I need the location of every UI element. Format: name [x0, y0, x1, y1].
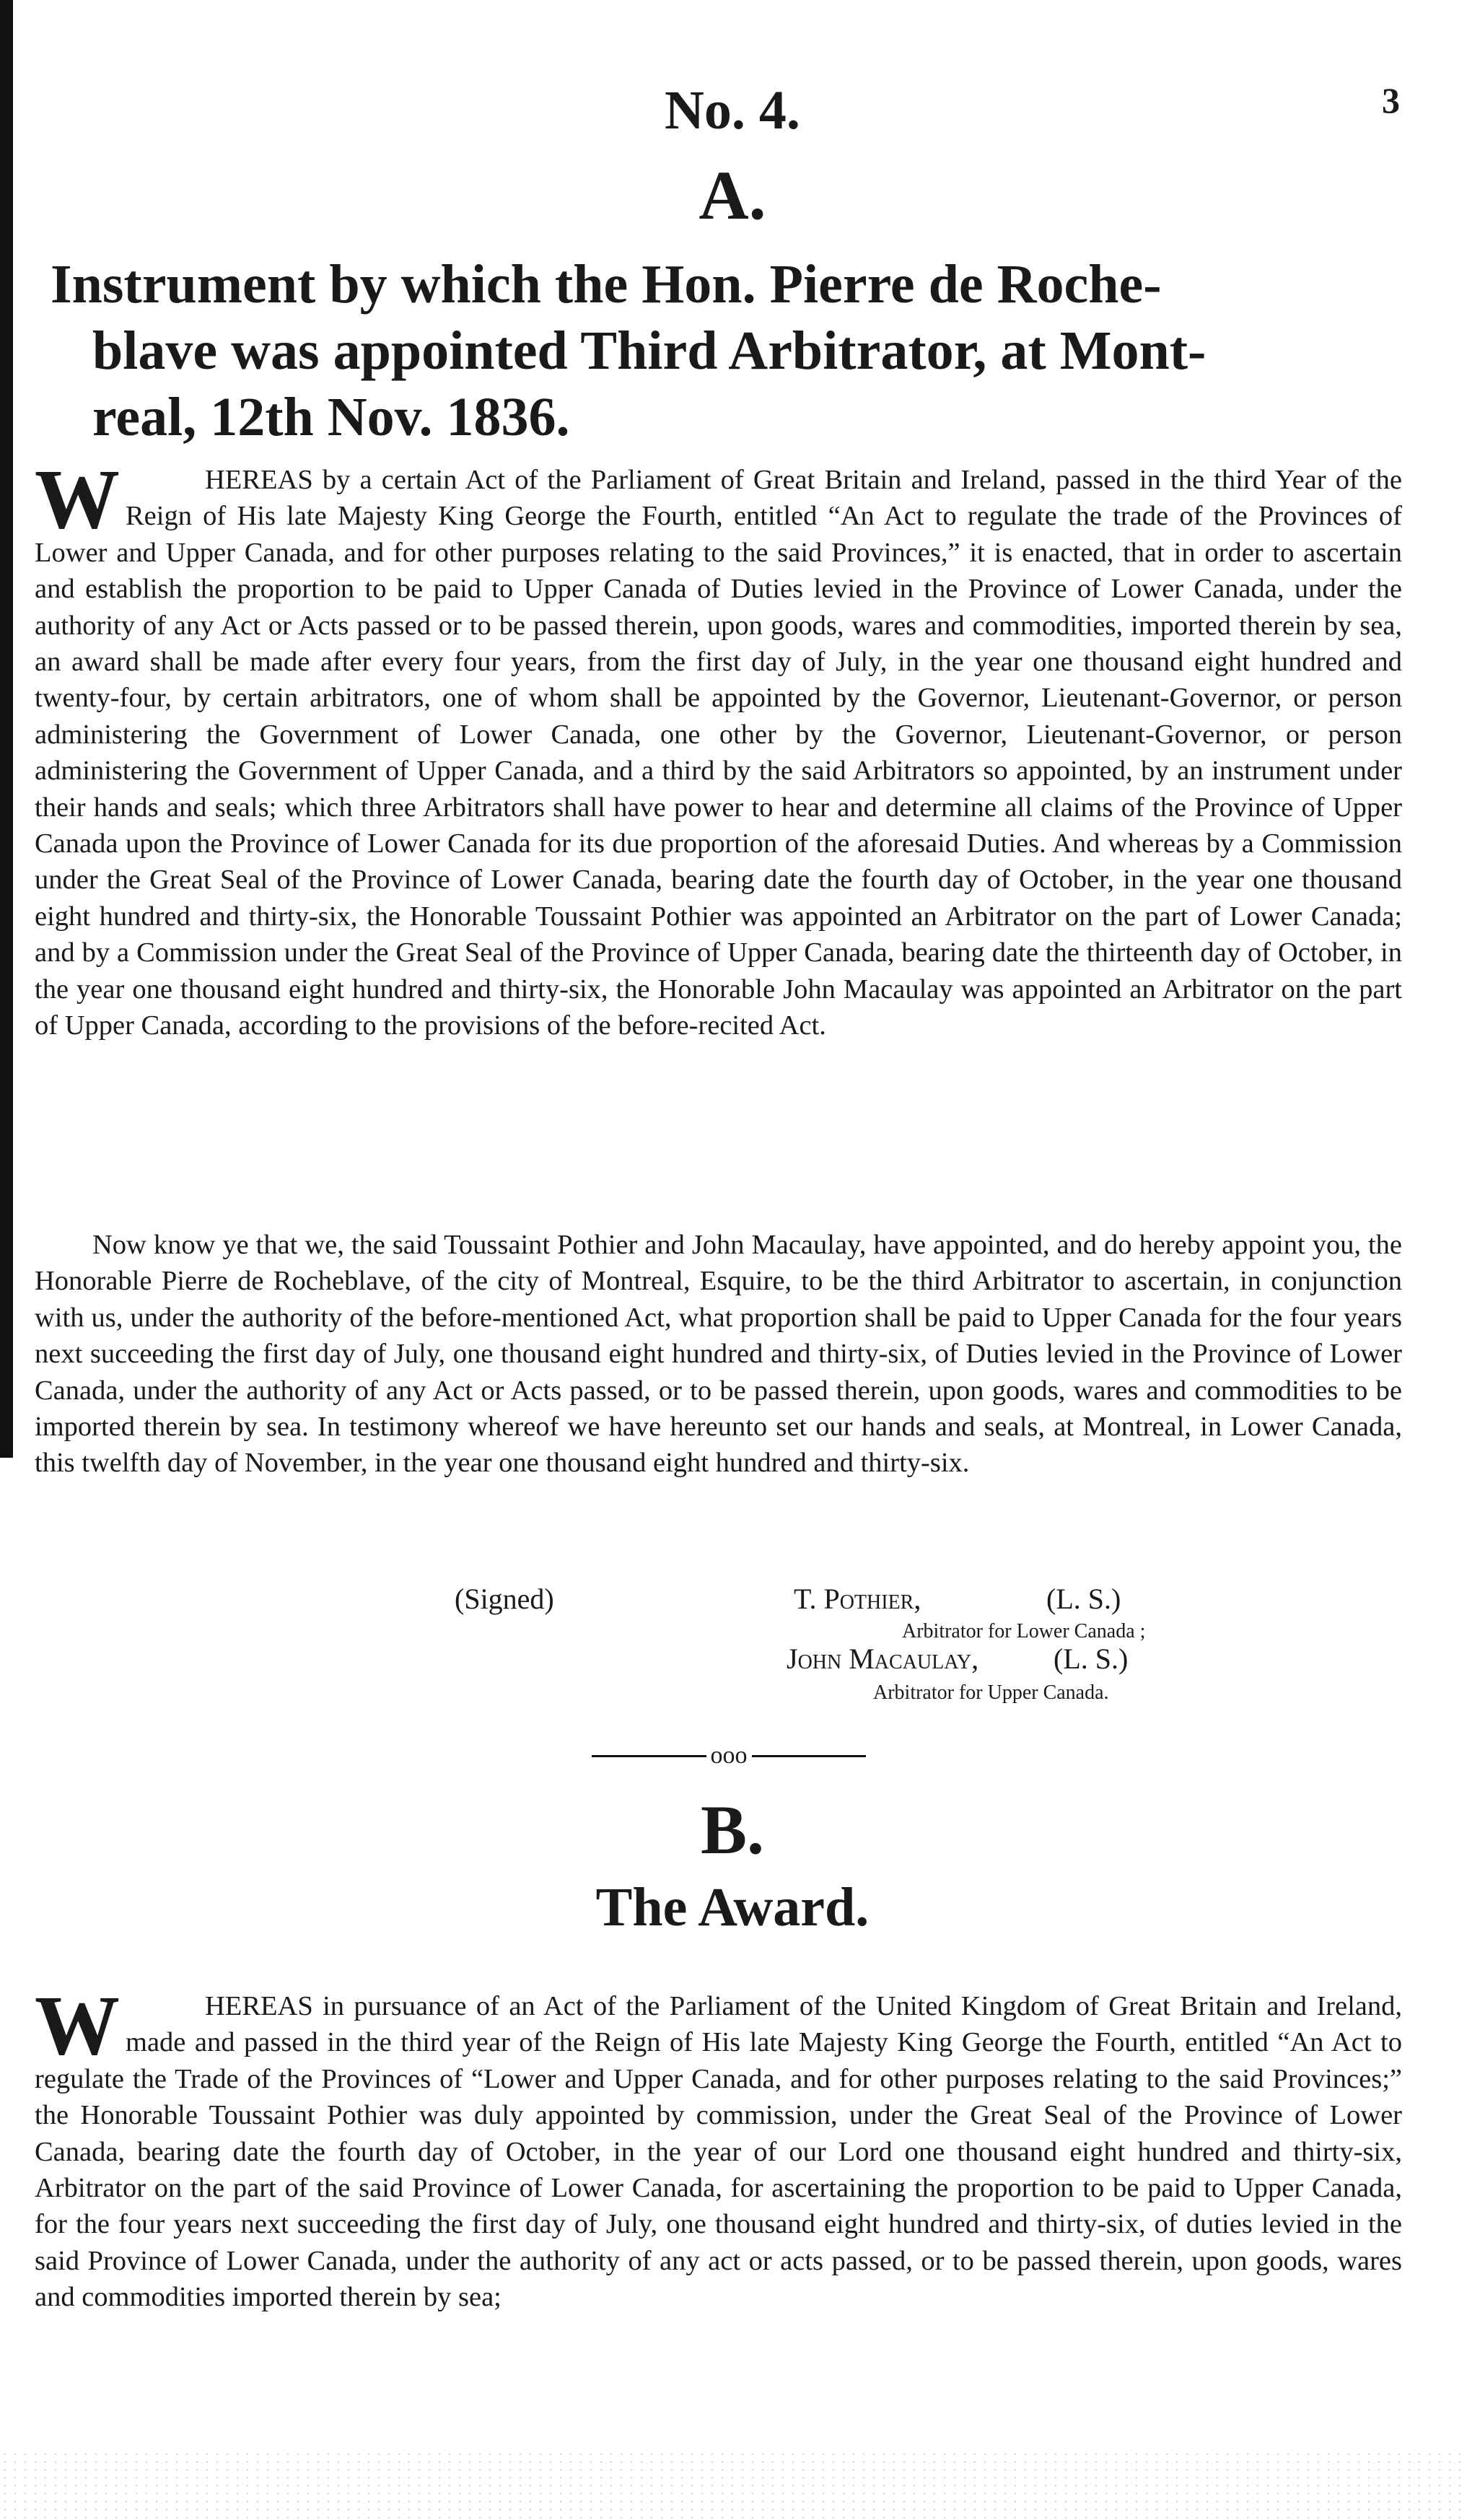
signatory-1-seal: (L. S.) [1046, 1583, 1121, 1615]
section-divider [592, 1742, 866, 1769]
section-b-letter: B. [700, 1791, 765, 1868]
section-a-title-line-2: blave was appointed Third Arbitrator, at Mont- [92, 320, 1207, 381]
section-a-letter: A. [699, 157, 766, 234]
section-b-dropcap: W [35, 1978, 120, 2073]
signed-label: (Signed) [455, 1583, 554, 1615]
bottom-print-noise [0, 2450, 1467, 2520]
section-a-dropcap: W [35, 452, 120, 546]
section-b-title: The Award. [595, 1877, 870, 1938]
document-page [29, 0, 1436, 2520]
divider-rule-left [592, 1755, 706, 1757]
section-a-paragraph-1-text: HEREAS by a certain Act of the Parliament of Great Britain and Ireland, passed in the third Year of the Reign of His late Majesty King George the Fourth, entitled “An Act to regulate the trade of the Provinces of Lower and Upper Canada, and for other purposes relating to the said Provinces,” it is enacted, that in order to ascertain and establish the proportion to be paid to Upper Canada of Duties levied in the Province of Lower Canada, under the authority of any Act or Acts passed or to be passed therein, upon goods, wares and commodities, imported therein by sea, an award shall be made after every four years, from the first day of July, in the year one thousand eight hundred and twenty-four, by certain arbitrators, one of whom shall be appointed by the Governor, Lieutenant-Governor, or person administering the Government of Lower Canada, one other by the Governor, Lieutenant-Governor, or person administering the Government of Upper Canada, and a third by the said Arbitrators so appointed, by an instrument under their hands and seals; which three Arbitrators shall have power to hear and determine all claims of the Province of Upper Canada upon the Province of Lower Canada for its due proportion of the aforesaid Duties. And whereas by a Commission under the Great Seal of the Province of Lower Canada, bearing date the fourth day of October, in the year one thousand eight hundred and thirty-six, the Honorable Toussaint Pothier was appointed an Arbitrator on the part of Lower Canada; and by a Commission under the Great Seal of the Province of Upper Canada, bearing date the thirteenth day of October, in the year one thousand eight hundred and thirty-six, the Honorable John Macaulay was appointed an Arbitrator on the part of Upper Canada, according to the provisions of the before-recited Act. [35, 465, 1402, 1041]
document-number: No. 4. [665, 80, 800, 141]
section-a-title [51, 251, 1393, 450]
page-number: 3 [1382, 80, 1400, 121]
section-b-paragraph-1-text: HEREAS in pursuance of an Act of the Parliament of the United Kingdom of Great Britain and Ireland, made and passed in the third year of the Reign of His late Majesty King George the Fourth, entitled “An Act to regulate the Trade of the Provinces of “Lower and Upper Canada, and for other purposes relating to the said Provinces;” the Honorable Toussaint Pothier was duly appointed by commission, under the Great Seal of the Province of Lower Canada, bearing date the fourth day of October, in the year of our Lord one thousand eight hundred and thirty-six, Arbitrator on the part of the said Province of Lower Canada, for ascertaining the proportion to be paid to Upper Canada, for the four years next succeeding the first day of July, one thousand eight hundred and thirty-six, of duties levied in the said Province of Lower Canada, under the authority of any act or acts passed, or to be passed therein, upon goods, wares and commodities imported therein by sea; [35, 1991, 1402, 2313]
signatory-1-role: Arbitrator for Lower Canada ; [902, 1620, 1146, 1642]
divider-rule-right [752, 1755, 867, 1757]
signatory-1-name: T. Pothier, [794, 1583, 921, 1615]
section-a-paragraph-1 [35, 452, 1402, 1044]
page-edge-rule [0, 0, 13, 1458]
signatory-2-role: Arbitrator for Upper Canada. [873, 1681, 1109, 1704]
section-b-paragraph-1 [35, 1978, 1402, 2316]
section-a-paragraph-2 [35, 1227, 1402, 1482]
section-a-title-line-1: Instrument by which the Hon. Pierre de Roche- [51, 254, 1162, 315]
signatory-2-seal: (L. S.) [1054, 1642, 1129, 1675]
divider-mark: ooo [710, 1742, 748, 1769]
section-a-paragraph-2-text: Now know ye that we, the said Toussaint Pothier and John Macaulay, have appointed, and do hereby appoint you, the Honorable Pierre de Rocheblave, of the city of Montreal, Esquire, to be the third Arbitrator to ascertain, in conjunction with us, under the authority of the before-mentioned Act, what proportion shall be paid to Upper Canada for the four years next succeeding the first day of July, one thousand eight hundred and thirty-six, of Duties levied in the Province of Lower Canada, under the authority of any Act or Acts passed, or to be passed therein, upon goods, wares and commodities to be imported therein by sea. In testimony whereof we have hereunto set our hands and seals, at Montreal, in Lower Canada, this twelfth day of November, in the year one thousand eight hundred and thirty-six. [35, 1230, 1402, 1479]
signatory-2-name: John Macaulay, [787, 1642, 979, 1675]
section-a-title-line-3: real, 12th Nov. 1836. [92, 387, 570, 447]
